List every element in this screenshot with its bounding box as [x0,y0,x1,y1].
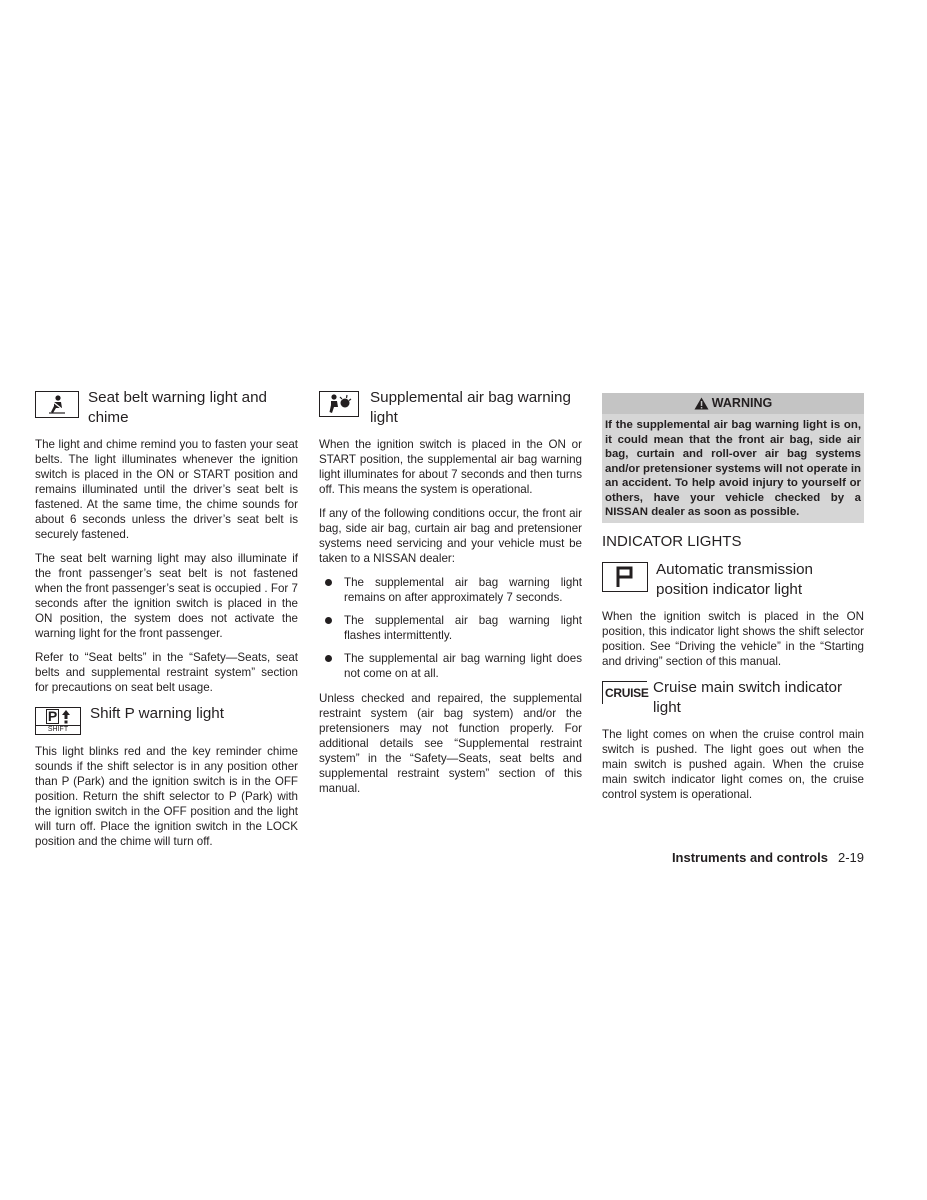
page-footer [672,850,864,865]
atpos-title: Automatic transmission position indicator light [656,560,813,598]
column-2 [319,388,582,805]
airbag-paragraph-1: When the ignition switch is placed in the ON or START position, the supplemental air bag warning light illuminates for about 7 seconds and then turns off. This means the system is operational. [319,438,582,496]
shift-p-icon [35,707,81,735]
bullet-icon [325,617,332,624]
cruise-paragraph-1: The light comes on when the cruise control main switch is pushed. The light goes out when the main switch is pushed again. When the cruise main switch indicator light comes on, the cruise control system is operational. [602,727,864,801]
warning-box [602,393,864,523]
atpos-heading [602,560,864,600]
bullet-icon [325,579,332,586]
cruise-title: Cruise main switch indicator light [653,678,843,716]
shiftp-heading [35,704,298,735]
seatbelt-paragraph-2: The seat belt warning light may also illuminate if the front passenger’s seat belt is not fastened when the front passenger’s seat is occupied . For 7 seconds after the ignition switch is placed in the ON position, the system does not activate the warning light for the front passenger. [35,552,298,640]
seatbelt-paragraph-3: Refer to “Seat belts” in the “Safety—Seats, seat belts and supplemental restraint system” section for precautions on seat belt usage. [35,651,298,694]
airbag-paragraph-2: If any of the following conditions occur, the front air bag, side air bag, curtain air bag and pretensioner systems need servicing and your vehicle must be taken to a NISSAN dealer: [319,507,582,565]
airbag-conditions-list [319,575,582,681]
seatbelt-heading [35,388,298,428]
warning-text: If the supplemental air bag warning light is on, it could mean that the front air bag, side air bag, curtain and roll-over air bag systems and/or pretensioner systems will not operate in an accident. To help avoid injury to yourself or others, have your vehicle checked by a NISSAN dealer as soon as possible. [605,419,861,518]
seatbelt-title: Seat belt warning light and chime [88,389,267,426]
shift-arrow-icon [62,710,70,724]
airbag-heading [319,388,582,428]
footer-section-title: Instruments and controls [671,850,828,865]
warning-header [602,393,864,414]
cruise-label: CRUISE [605,685,649,700]
page-number: 2-19 [837,850,864,865]
atpos-paragraph-1: When the ignition switch is placed in the ON position, this indicator light shows the shift selector position. See “Driving the vehicle” in the “Starting and driving” section of this manual. [602,609,864,668]
airbag-closing-paragraph: Unless checked and repaired, the supplemental restraint system (air bag system) and/or the pretensioners may not function properly. For additional details see “Supplemental restraint system” in the “Safety—Seats, seat belts and supplemental restraint system” section of this manual. [319,692,582,795]
shift-label: SHIFT [36,725,80,734]
cruise-heading [602,678,864,718]
list-item: The supplemental air bag warning light does not come on at all. [319,651,582,681]
transmission-p-icon [602,562,648,592]
seatbelt-icon [35,391,79,418]
shift-p-letter: P [47,708,58,724]
shiftp-paragraph-1: This light blinks red and the key reminder chime sounds if the shift selector is in any position other than P (Park) and the ignition switch is in the OFF position. Return the shift selector to P (Park) with the ignition switch in the OFF position and the light will turn off. Place the ignition switch in the LOCK position and the chime will turn off. [35,745,298,848]
warning-title: WARNING [711,396,773,410]
list-item: The supplemental air bag warning light remains on after approximately 7 seconds. [319,575,582,605]
list-item: The supplemental air bag warning light flashes intermittently. [319,613,582,643]
bullet-icon [325,655,332,662]
indicator-lights-title: INDICATOR LIGHTS [602,532,742,550]
column-3 [602,388,864,811]
airbag-icon [319,391,359,417]
column-1 [35,388,298,858]
shiftp-title: Shift P warning light [90,705,224,722]
warning-triangle-icon [694,397,709,410]
cruise-icon [602,681,647,704]
airbag-title: Supplemental air bag warning light [370,389,571,426]
seatbelt-paragraph-1: The light and chime remind you to fasten your seat belts. The light illuminates whenever the ignition switch is placed in the ON or START position and remains illuminated until the driver’s seat belt is fastened. At the same time, the chime sounds for about 6 seconds unless the driver’s seat belt is securely fastened. [35,438,298,541]
